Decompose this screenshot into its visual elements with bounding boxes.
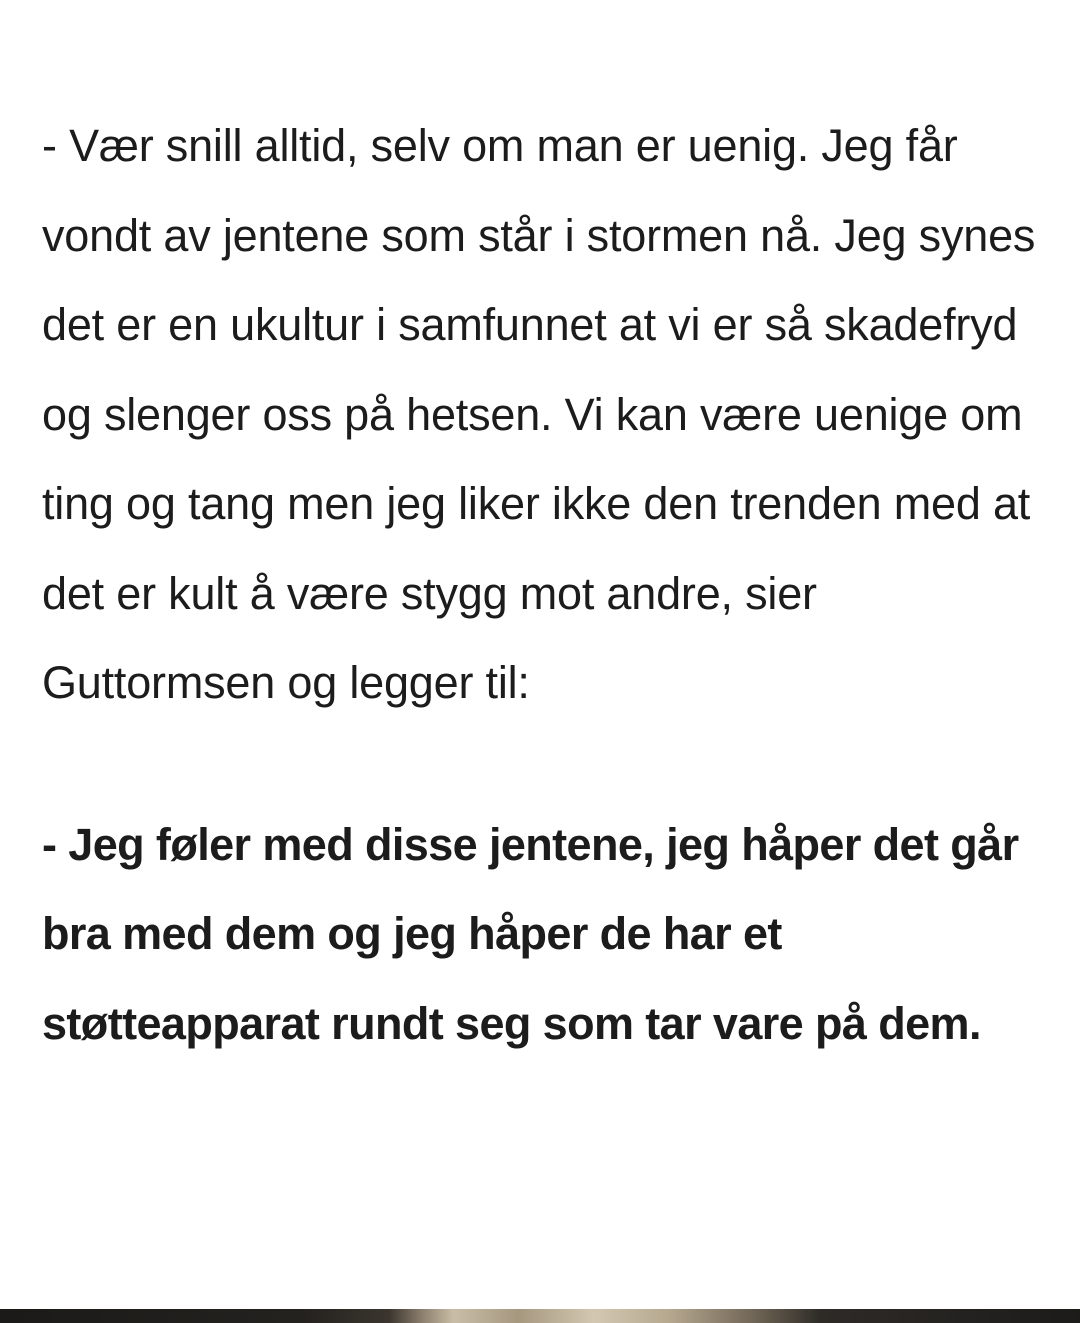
paragraph-bold-quote: - Jeg føler med disse jentene, jeg håper det går bra med dem og jeg håper de har et støtteapparat rundt seg som tar vare på dem.: [42, 818, 1019, 1049]
article-body: [42, 101, 1042, 1068]
article-photo: [0, 1309, 1080, 1323]
paragraph-quote: - Vær snill alltid, selv om man er uenig. Jeg får vondt av jentene som står i stormen nå. Jeg synes det er en ukultur i samfunnet at vi er så skadefryd og slenger oss på hetsen. Vi kan være uenige om ting og tang men jeg liker ikke den trenden med at det er kult å være stygg mot andre, sier Guttormsen og legger til:: [42, 120, 1036, 708]
